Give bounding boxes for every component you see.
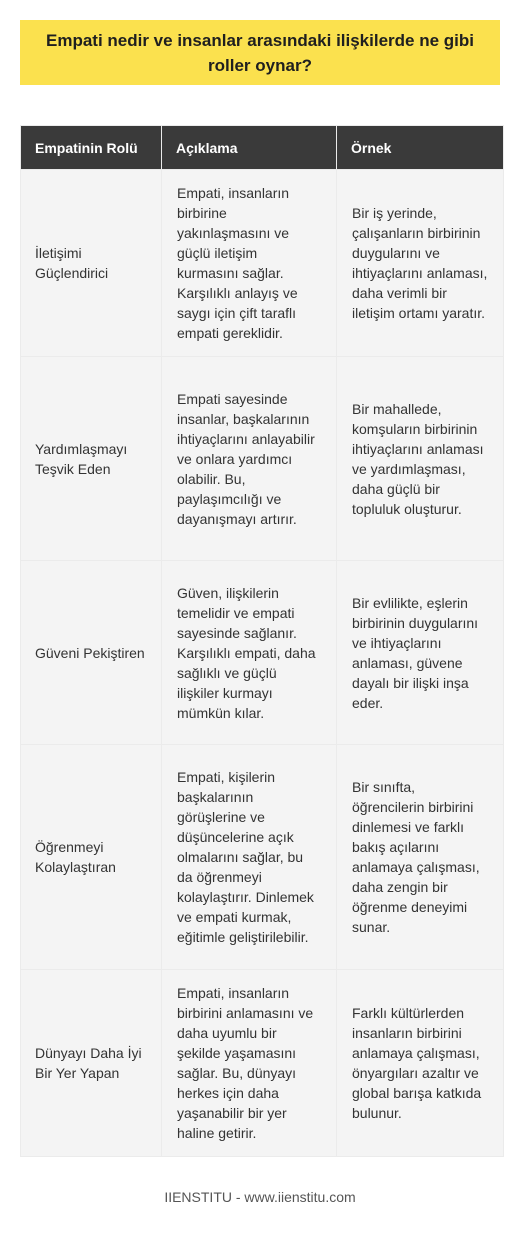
empathy-roles-table: [20, 125, 504, 1157]
cell-example: Bir mahallede, komşuların birbirinin ihtiyaçlarını anlaması ve yardımlaşması, daha güçlü bir topluluk oluşturur.: [337, 357, 503, 560]
column-header-description: Açıklama: [162, 126, 336, 169]
cell-description: Güven, ilişkilerin temelidir ve empati sayesinde sağlanır. Karşılıklı empati, daha sağlıklı ve güçlü ilişkiler kurmayı mümkün kılar.: [162, 561, 336, 744]
footer-source: IIENSTITU - www.iienstitu.com: [164, 1189, 356, 1205]
cell-description: Empati, kişilerin başkalarının görüşlerine ve düşüncelerine açık olmalarını sağlar, bu da öğrenmeyi kolaylaştırır. Dinlemek ve empati kurmak, eğitimle geliştirilebilir.: [162, 745, 336, 969]
column-header-example: Örnek: [337, 126, 503, 169]
cell-role: Dünyayı Daha İyi Bir Yer Yapan: [21, 970, 161, 1156]
cell-example: Bir sınıfta, öğrencilerin birbirini dinlemesi ve farklı bakış açılarını anlamaya çalışması, daha zengin bir öğrenme deneyimi sunar.: [337, 745, 503, 969]
cell-description: Empati sayesinde insanlar, başkalarının ihtiyaçlarını anlayabilir ve onlara yardımcı olabilir. Bu, paylaşımcılığı ve dayanışmayı artırır.: [162, 357, 336, 560]
cell-description: Empati, insanların birbirine yakınlaşmasını ve güçlü iletişim kurmasını sağlar. Karşılıklı anlayış ve saygı için çift taraflı empati gereklidir.: [162, 170, 336, 356]
page-title: Empati nedir ve insanlar arasındaki ilişkilerde ne gibi roller oynar?: [20, 20, 500, 85]
table-row: [21, 745, 503, 969]
table-header-row: [21, 126, 503, 169]
table-row: [21, 970, 503, 1156]
table-row: [21, 561, 503, 744]
cell-role: Öğrenmeyi Kolaylaştıran: [21, 745, 161, 969]
cell-example: Bir iş yerinde, çalışanların birbirinin duygularını ve ihtiyaçlarını anlaması, daha verimli bir iletişim ortamı yaratır.: [337, 170, 503, 356]
table-row: [21, 357, 503, 560]
cell-description: Empati, insanların birbirini anlamasını ve daha uyumlu bir şekilde yaşamasını sağlar. Bu, dünyayı herkes için daha yaşanabilir bir yer haline getirir.: [162, 970, 336, 1156]
cell-role: İletişimi Güçlendirici: [21, 170, 161, 356]
table-row: [21, 170, 503, 356]
cell-example: Farklı kültürlerden insanların birbirini anlamaya çalışması, önyargıları azaltır ve global barışa katkıda bulunur.: [337, 970, 503, 1156]
cell-role: Güveni Pekiştiren: [21, 561, 161, 744]
cell-example: Bir evlilikte, eşlerin birbirinin duygularını ve ihtiyaçlarını anlaması, güvene dayalı bir ilişki inşa eder.: [337, 561, 503, 744]
cell-role: Yardımlaşmayı Teşvik Eden: [21, 357, 161, 560]
column-header-role: Empatinin Rolü: [21, 126, 161, 169]
